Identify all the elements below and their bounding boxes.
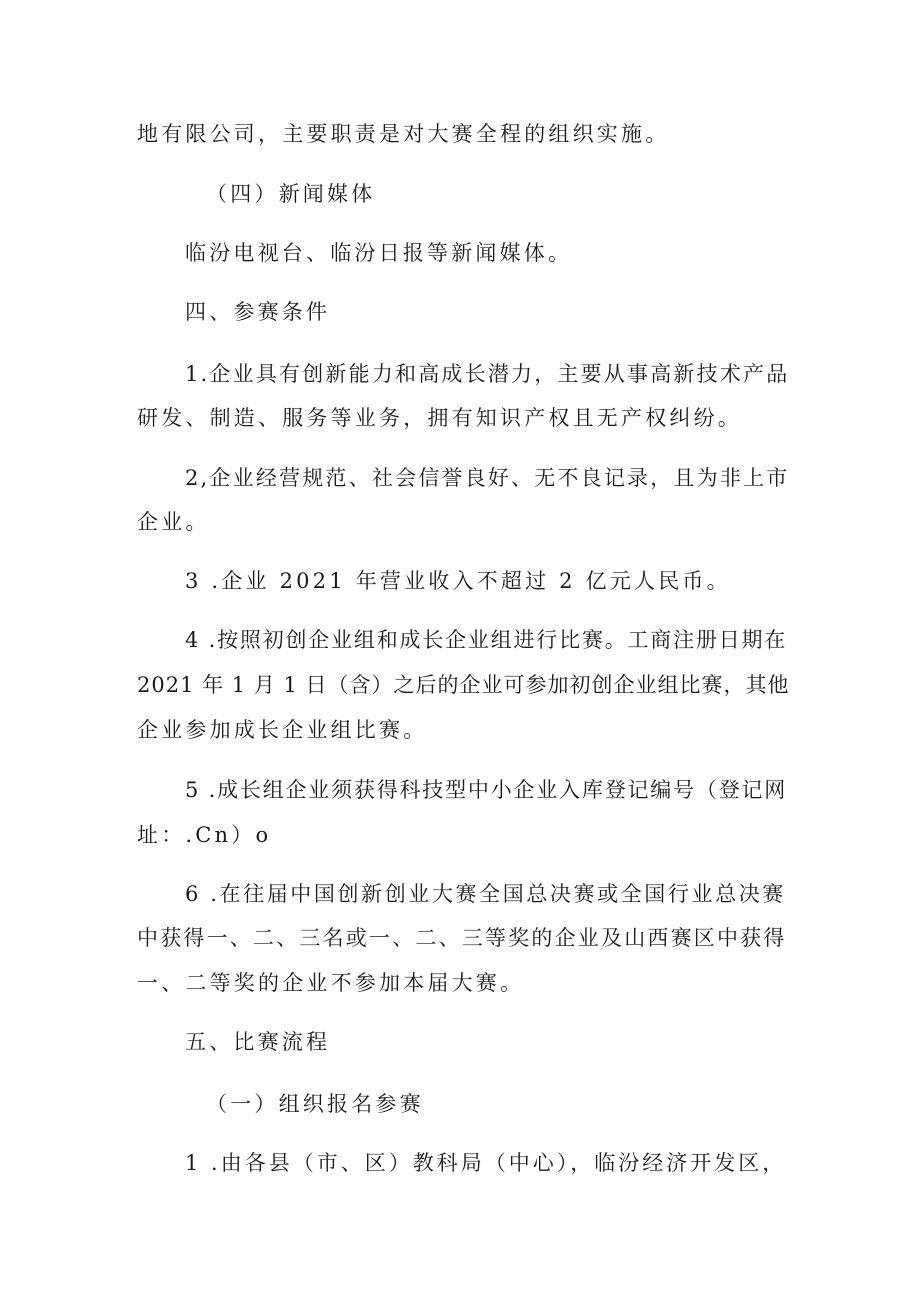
paragraph-line: 6 .在往届中国创新创业大赛全国总决赛或全国行业总决赛 <box>185 882 786 906</box>
paragraph-line: 研发、制造、服务等业务，拥有知识产权且无产权纠纷。 <box>137 406 742 430</box>
paragraph-line: 4 .按照初创企业组和成长企业组进行比赛。工商注册日期在 <box>185 628 788 652</box>
paragraph-line: 1 .由各县（市、区）教科局（中心），临汾经济开发区， <box>185 1151 787 1175</box>
paragraph-line: 3 .企业 2021 年营业收入不超过 2 亿元人民币。 <box>185 569 731 593</box>
paragraph-line: 地有限公司，主要职责是对大赛全程的组织实施。 <box>137 122 670 146</box>
paragraph-line: 1.企业具有创新能力和高成长潜力，主要从事高新技术产品 <box>185 362 790 386</box>
section-heading: （一）组织报名参赛 <box>206 1092 424 1116</box>
paragraph-line: 2,企业经营规范、社会信誉良好、无不良记录，且为非上市 <box>185 466 790 490</box>
section-heading: （四）新闻媒体 <box>206 182 376 206</box>
paragraph-line: 临汾电视台、临汾日报等新闻媒体。 <box>185 241 573 265</box>
paragraph-line: 2021 年 1 月 1 日（含）之后的企业可参加初创企业组比赛，其他 <box>137 673 790 697</box>
paragraph-line: 址：.Cn）o <box>137 823 272 847</box>
paragraph-line: 5 .成长组企业须获得科技型中小企业入库登记编号（登记网 <box>185 778 788 802</box>
paragraph-line: 中获得一、二、三名或一、二、三等奖的企业及山西赛区中获得 <box>137 926 787 950</box>
paragraph-line: 企业参加成长企业组比赛。 <box>137 718 428 742</box>
paragraph-line: 一、二等奖的企业不参加本届大赛。 <box>137 971 525 995</box>
section-heading: 五、比赛流程 <box>185 1030 331 1054</box>
section-heading: 四、参赛条件 <box>185 300 331 324</box>
paragraph-line: 企业。 <box>137 510 210 534</box>
